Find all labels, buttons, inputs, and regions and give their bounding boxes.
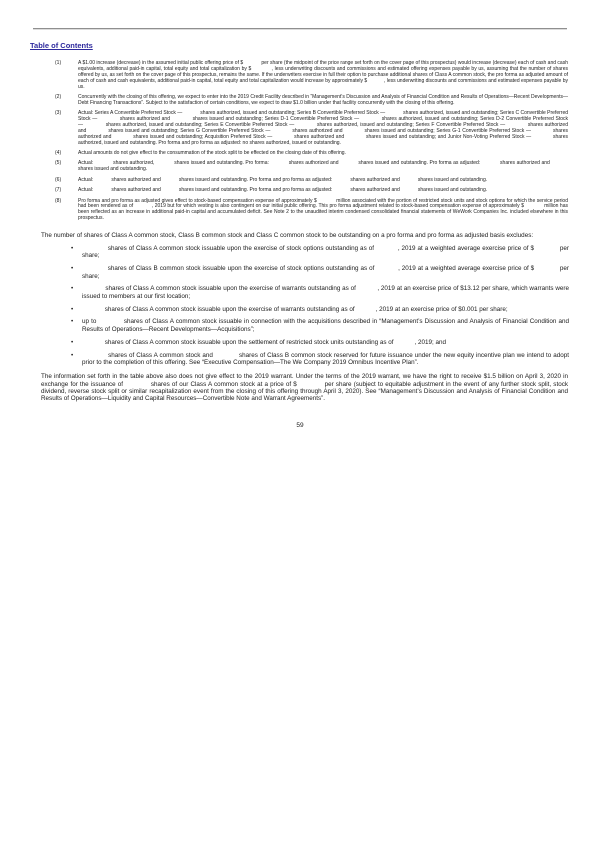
- list-item-text: shares of Class A common stock issuable upon the exercise of stock options outstanding as of , 2019 at a weighted average exercise price of $ per share;: [82, 244, 569, 260]
- footnote-text: A $1.00 increase (decrease) in the assumed initial public offering price of $ per share (the midpoint of the price range set forth on the cover page of this prospectus) would increase (decrease) each of cash and cash equivalents, additional paid-in capital, total equity and total capitalization by $ , less underwriting discounts and commissions and estimated offering expenses payable by us, assuming that the number of shares offered by us, as set forth on the cover page of this prospectus, remains the same. If the underwriters exercise in full their option to purchase additional shares of Class A common stock, the pro forma as adjusted amount of each of cash and cash equivalents, additional paid-in capital, total equity and total capitalization would increase by approximately $ , less underwriting discounts and commissions and estimated expenses payable by us.: [78, 60, 568, 90]
- horizontal-rule: [33, 28, 567, 30]
- closing-paragraph: The information set forth in the table above also does not give effect to the 2019 warrant. Under the terms of the 2019 warrant, we have the right to receive $1.5 billion on April 3, 2020 in exchange for the issuance of shares of our Class A common stock at a price of $ per share (subject to equitable adjustment in the event of any further stock split, stock dividend, reverse stock split or similar recapitalization event from the closing of this offering through April 3, 2020). See “Management’s Discussion and Analysis of Financial Condition and Results of Operations—Liquidity and Capital Resources—Convertible Note and Warrant Agreements”.: [41, 373, 568, 403]
- page-content: [0, 61, 600, 429]
- footnote-text: Actual: shares authorized, shares issued and outstanding. Pro forma: shares authorized and shares issued and outstanding. Pro forma as adjusted: shares authorized and shares issued and outstanding.: [78, 160, 568, 173]
- bullet-icon: •: [71, 265, 74, 273]
- footnote-number: (2): [55, 93, 62, 100]
- footnote-7: [0, 188, 600, 194]
- list-item-text: shares of Class A common stock issuable upon the settlement of restricted stock units outstanding as of , 2019; and: [82, 338, 447, 346]
- footnote-text: Concurrently with the closing of this offering, we expect to enter into the 2019 Credit Facility described in “Management’s Discussion and Analysis of Financial Condition and Results of Operations—Recent Developments—Debt Financing Transactions”. Subject to the satisfaction of certain conditions, we expect to draw $1.0 billion under that facility concurrently with the closing of this offering.: [78, 93, 568, 106]
- table-of-contents-link[interactable]: Table of Contents: [30, 41, 93, 50]
- footnote-number: (7): [55, 187, 62, 194]
- list-item-text: shares of Class B common stock issuable upon the exercise of stock options outstanding as of , 2019 at a weighted average exercise price of $ per share;: [82, 265, 569, 280]
- list-item: [0, 285, 600, 300]
- footnote-4: [0, 151, 600, 157]
- list-item: [0, 265, 600, 280]
- footnote-text: Actual: shares authorized and shares issued and outstanding. Pro forma and pro forma as adjusted: shares authorized and shares issued and outstanding.: [78, 187, 488, 194]
- footnote-text: Actual: shares authorized and shares issued and outstanding. Pro forma and pro forma as adjusted: shares authorized and shares issued and outstanding.: [78, 176, 488, 183]
- list-item: [0, 339, 600, 346]
- footnote-6: [0, 178, 600, 184]
- bullet-icon: •: [71, 285, 74, 293]
- footnote-number: (8): [55, 197, 62, 204]
- footnote-2: [0, 95, 600, 107]
- footnote-1: [0, 61, 600, 90]
- list-item-text: up to shares of Class A common stock issuable in connection with the acquisitions described in “Management’s Discussion and Analysis of Financial Condition and Results of Operations—Recent Developments—Acquisitions”;: [82, 318, 569, 333]
- footnote-text: Pro forma and pro forma as adjusted gives effect to stock-based compensation expense of approximately $ million associated with the portion of restricted stock units and stock options for which the service period had been rendered as of , 2019 but for which vesting is also contingent on our initial public offering. This pro forma adjustment related to stock-based compensation expense of approximately $ million has been reflected as an increase in additional paid-in capital and accumulated deficit. See Note 2 to the unaudited interim condensed consolidated financial statements of WeWork Companies Inc. included elsewhere in this prospectus.: [78, 197, 568, 222]
- list-item: [0, 306, 600, 313]
- bullet-icon: •: [71, 338, 74, 346]
- bullet-icon: •: [71, 305, 74, 313]
- footnote-text: Actual: Series A Convertible Preferred Stock — shares authorized, issued and outstanding; Series B Convertible Preferred Stock — shares authorized, issued and outstanding; Series C Convertible Preferred Stock — shares authorized and shares issued and outstanding; Series D-1 Convertible Preferred Stock — shares authorized, issued and outstanding; Series D-2 Convertible Preferred Stock — shares authorized, issued and outstanding; Series E Convertible Preferred Stock — shares authorized, issued and outstanding; Series F Convertible Preferred Stock — shares authorized and shares issued and outstanding; Series G Convertible Preferred Stock — shares authorized and shares issued and outstanding; Series G-1 Convertible Preferred Stock — shares authorized and shares issued and outstanding; Acquisition Preferred Stock — shares authorized and shares issued and outstanding; and Junior Non-Voting Preferred Stock — shares authorized, issued and outstanding. Pro forma and pro forma as adjusted: no shares authorized, issued or outstanding.: [78, 110, 568, 146]
- footnote-number: (1): [55, 60, 62, 66]
- page-number: 59: [296, 421, 304, 429]
- footnote-number: (6): [55, 176, 62, 183]
- intro-paragraph: The number of shares of Class A common stock, Class B common stock and Class C common stock to be outstanding on a pro forma and pro forma as adjusted basis excludes:: [41, 232, 534, 240]
- list-item: [0, 318, 600, 333]
- footnote-3: [0, 111, 600, 146]
- bullet-icon: •: [71, 244, 74, 252]
- footnote-number: (4): [55, 150, 62, 157]
- list-item-text: shares of Class A common stock issuable upon the exercise of warrants outstanding as of , 2019 at an exercise price of $13.12 per share, which warrants were issued to members at our first location;: [82, 285, 569, 300]
- exclusions-list: [0, 245, 600, 366]
- list-item: [0, 245, 600, 260]
- footnote-5: [0, 161, 600, 173]
- footnote-text: Actual amounts do not give effect to the consummation of the stock split to be effected on the closing date of this offering.: [78, 150, 346, 157]
- list-item-text: shares of Class A common stock and shares of Class B common stock reserved for future issuance under the new equity incentive plan we intend to adopt prior to the completion of this offering. See “Executive Compensation—The We Company 2019 Omnibus Incentive Plan”.: [82, 351, 569, 366]
- bullet-icon: •: [71, 318, 74, 326]
- list-item-text: shares of Class A common stock issuable upon the exercise of warrants outstanding as of , 2019 at an exercise price of $0.001 per share;: [82, 305, 508, 313]
- bullet-icon: •: [71, 351, 74, 359]
- footnote-number: (5): [55, 160, 62, 167]
- footnote-8: [0, 199, 600, 223]
- footnote-number: (3): [55, 110, 62, 117]
- list-item: [0, 352, 600, 367]
